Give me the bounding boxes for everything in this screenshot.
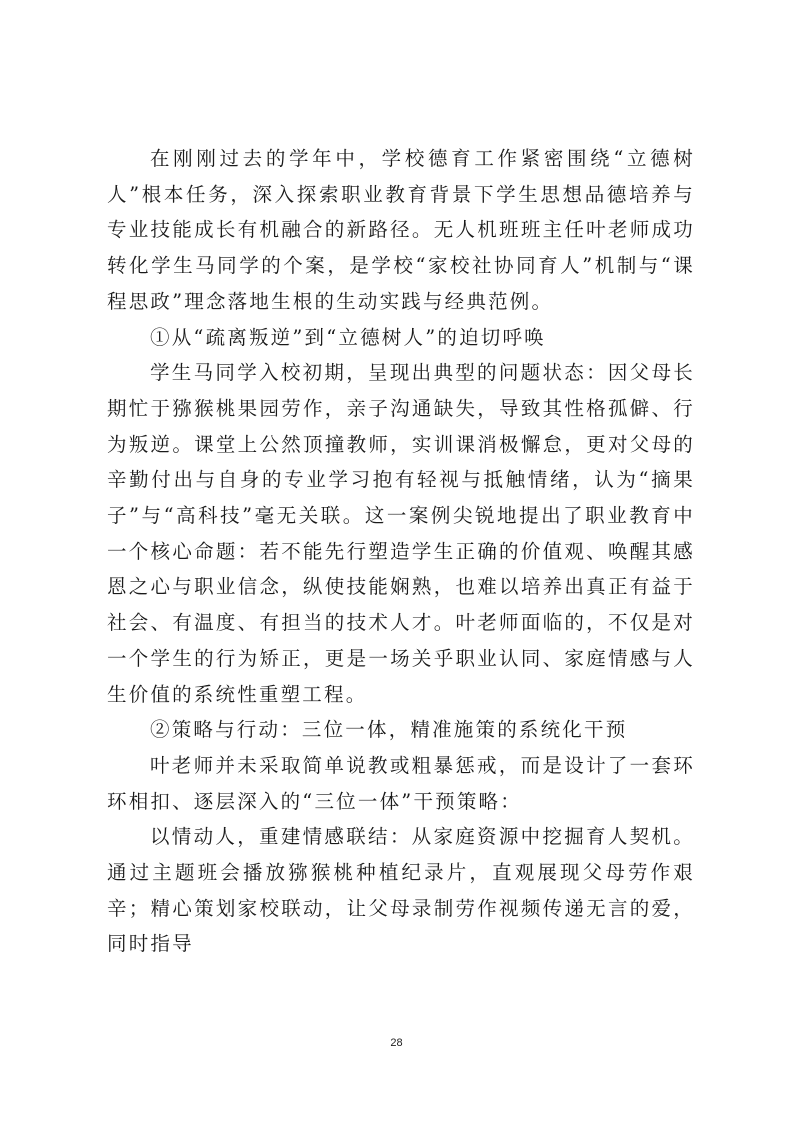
document-body (107, 141, 695, 962)
intro-paragraph: 在刚刚过去的学年中，学校德育工作紧密围绕“立德树人”根本任务，深入探索职业教育背景下学生思想品德培养与专业技能成长有机融合的新路径。无人机班班主任叶老师成功转化学生马同学的个案，是学校“家校社协同育人”机制与“课程思政”理念落地生根的生动实践与经典范例。 (107, 147, 695, 313)
body-paragraph: 叶老师并未采取简单说教或粗暴惩戒，而是设计了一套环环相扣、逐层深入的“三位一体”干预策略： (107, 753, 695, 813)
body-paragraph: 学生马同学入校初期，呈现出典型的问题状态：因父母长期忙于猕猴桃果园劳作，亲子沟通缺失，导致其性格孤僻、行为叛逆。课堂上公然顶撞教师，实训课消极懈怠，更对父母的辛勤付出与自身的专业学习抱有轻视与抵触情绪，认为“摘果子”与“高科技”毫无关联。这一案例尖锐地提出了职业教育中一个核心命题：若不能先行塑造学生正确的价值观、唤醒其感恩之心与职业信念，纵使技能娴熟，也难以培养出真正有益于社会、有温度、有担当的技术人才。叶老师面临的，不仅是对一个学生的行为矫正，更是一场关乎职业认同、家庭情感与人生价值的系统性重塑工程。 (107, 361, 695, 706)
section-heading-2: ②策略与行动：三位一体，精准施策的系统化干预 (150, 718, 628, 742)
page-number: 28 (390, 1037, 403, 1049)
body-paragraph: 以情动人，重建情感联结：从家庭资源中挖掘育人契机。通过主题班会播放猕猴桃种植纪录片，直观展现父母劳作艰辛；精心策划家校联动，让父母录制劳作视频传递无言的爱，同时指导 (107, 825, 695, 956)
section-heading-1: ①从“疏离叛逆”到“立德树人”的迫切呼唤 (150, 325, 546, 349)
